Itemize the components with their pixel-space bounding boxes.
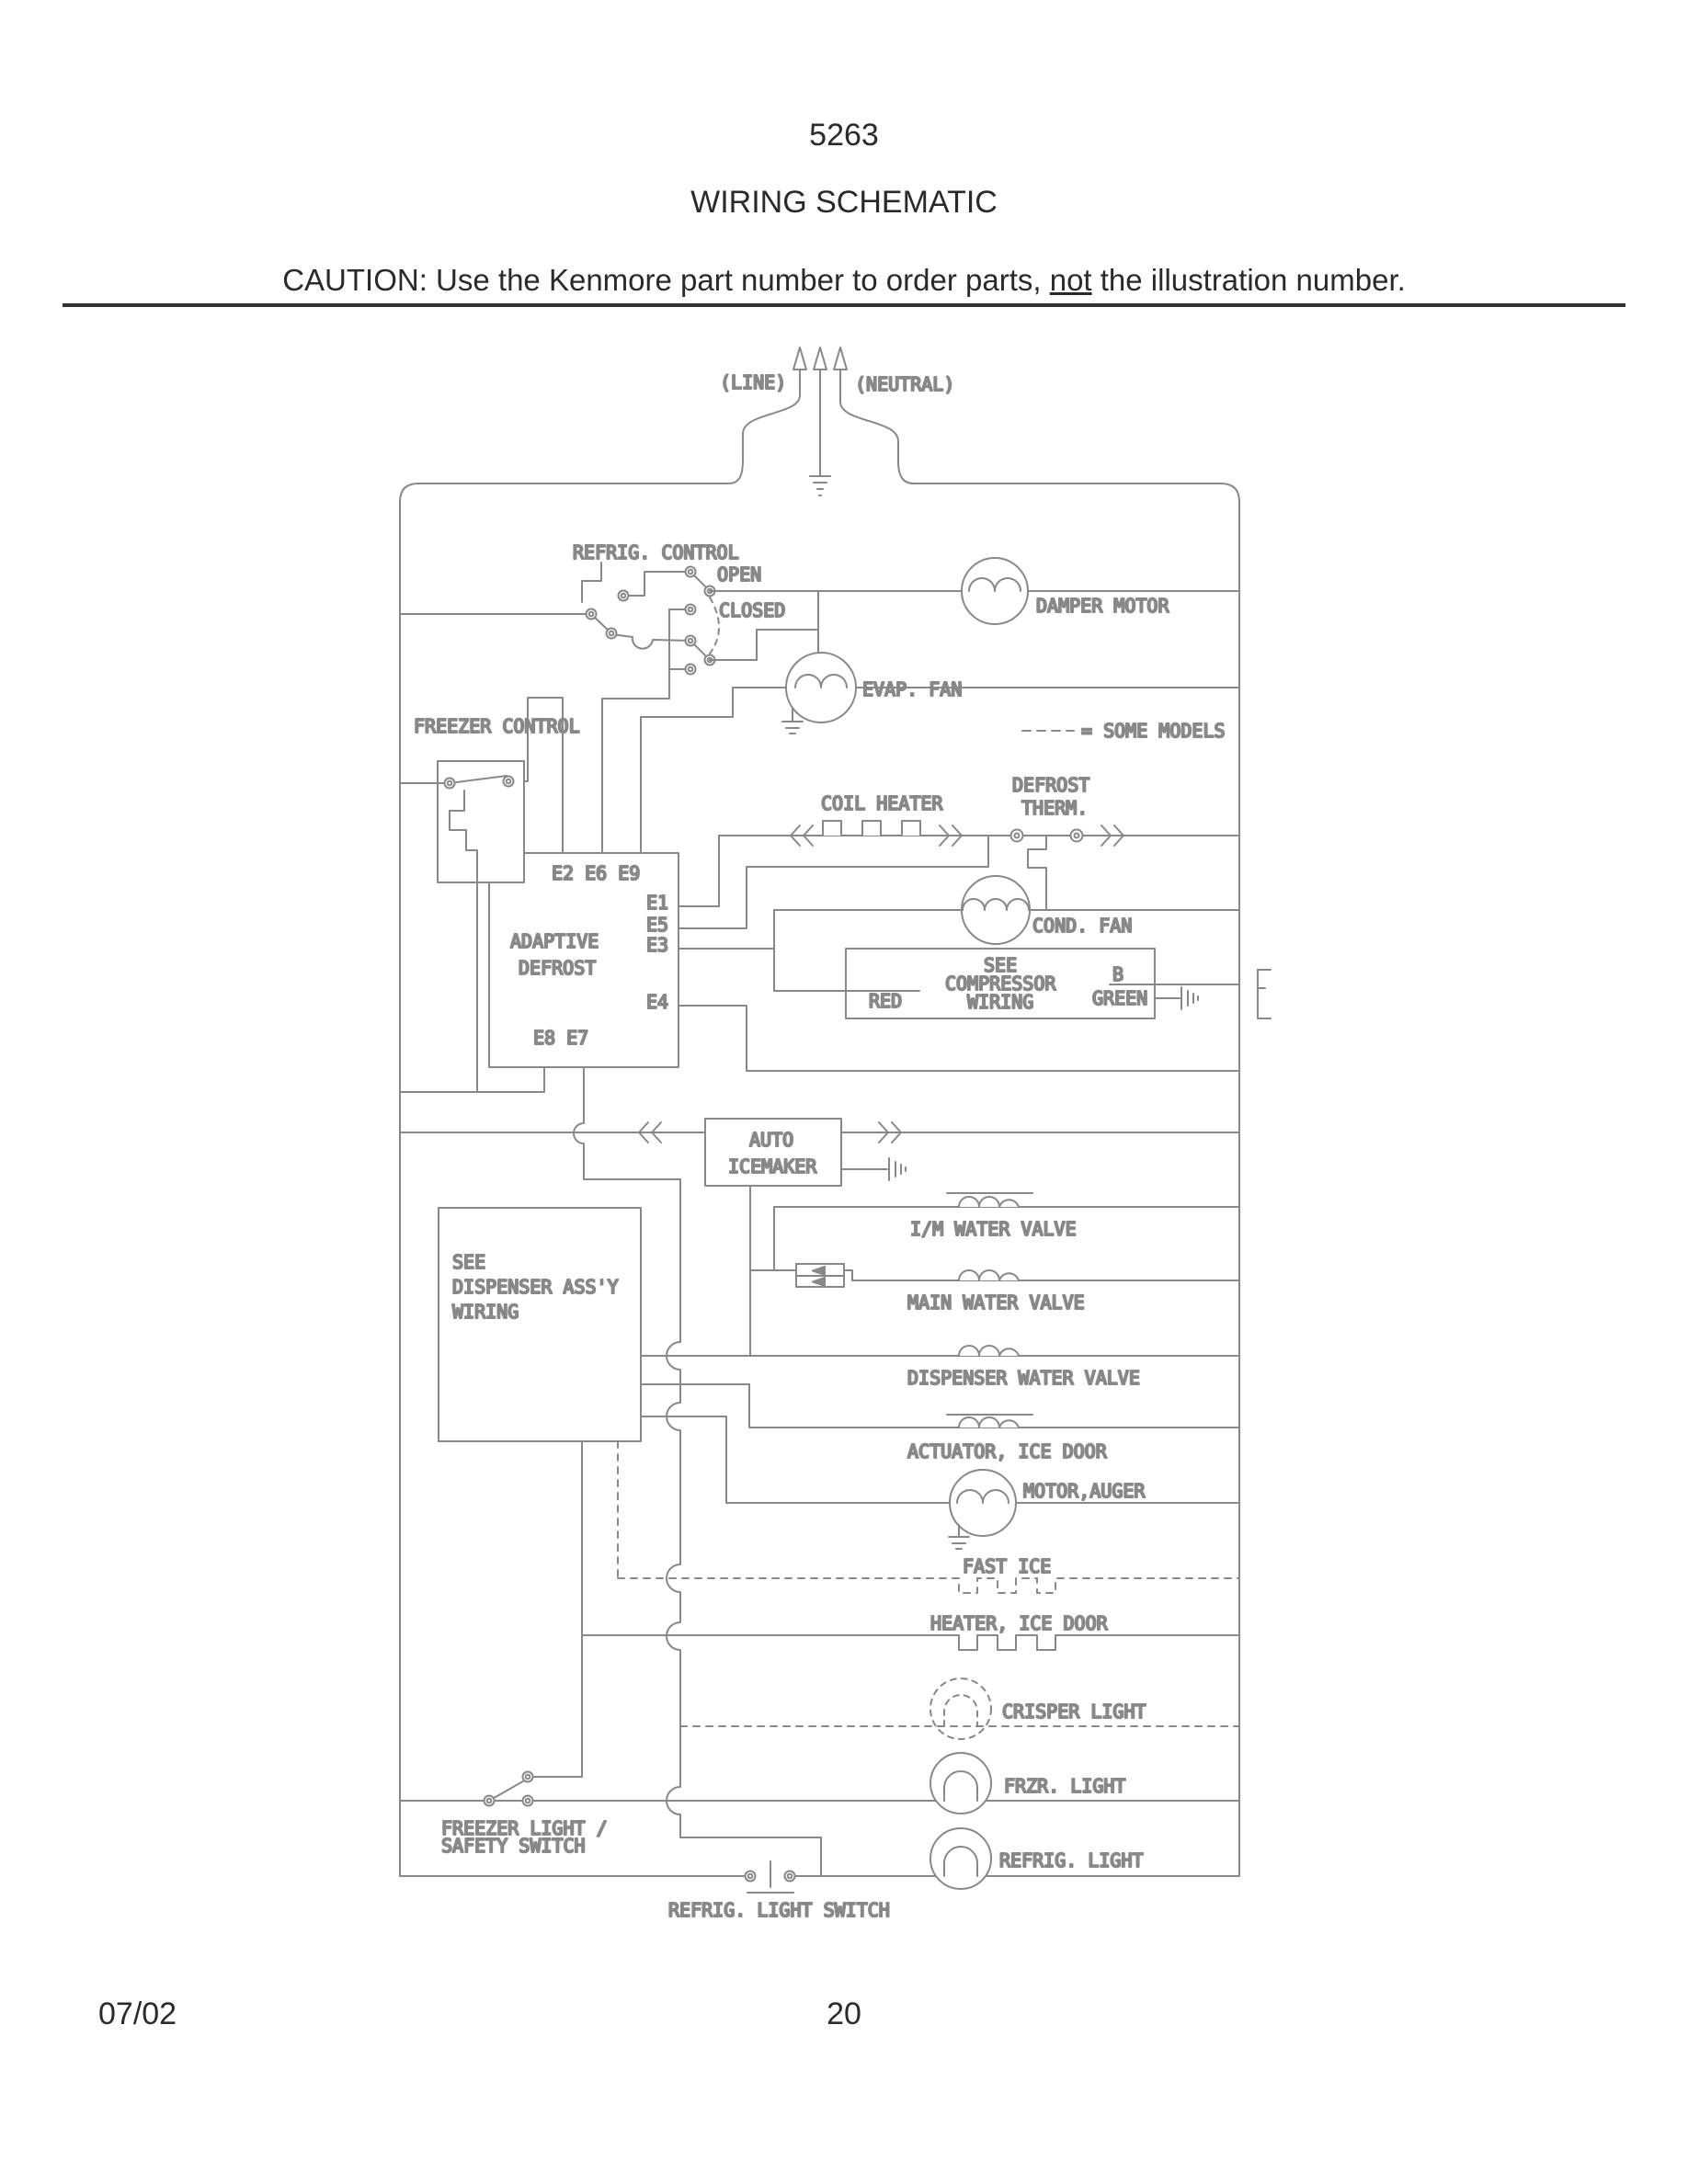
neutral-arrow bbox=[834, 347, 914, 483]
im-valve-label: I/M WATER VALVE bbox=[910, 1218, 1077, 1240]
horizontal-rule bbox=[63, 303, 1625, 307]
actuator-wire bbox=[641, 1384, 1239, 1428]
actuator-label: ACTUATOR, ICE DOOR bbox=[907, 1440, 1107, 1462]
some-models-label: = SOME MODELS bbox=[1081, 720, 1226, 742]
connector-bracket bbox=[1258, 970, 1271, 1018]
defrost2-label: DEFROST bbox=[519, 957, 597, 979]
e8-wire bbox=[400, 1067, 544, 1092]
footer-page-number: 20 bbox=[827, 1996, 861, 2031]
page-title-number: 5263 bbox=[809, 118, 879, 153]
line-label: (LINE) bbox=[720, 371, 787, 393]
caution-line bbox=[0, 263, 1688, 298]
disp-valve-label: DISPENSER WATER VALVE bbox=[907, 1367, 1140, 1389]
actuator-coil bbox=[947, 1415, 1032, 1428]
im-valve-coil bbox=[947, 1193, 1032, 1207]
refrig-light-label: REFRIG. LIGHT bbox=[999, 1849, 1144, 1871]
ground-arrow bbox=[810, 347, 830, 495]
frzr-light-symbol bbox=[930, 1753, 991, 1814]
b-label: B bbox=[1112, 963, 1124, 985]
e-bottom-label: E8 E7 bbox=[533, 1027, 589, 1049]
heater-ice-door-label: HEATER, ICE DOOR bbox=[930, 1612, 1108, 1634]
frzr-light-label: FRZR. LIGHT bbox=[1004, 1775, 1126, 1797]
e5-wire bbox=[679, 836, 988, 928]
fast-ice-line bbox=[618, 1578, 1239, 1593]
therm-label: THERM. bbox=[1021, 797, 1089, 819]
e3-label: E3 bbox=[646, 934, 669, 956]
e1-wire bbox=[679, 836, 719, 906]
fast-ice-label: FAST ICE bbox=[963, 1555, 1052, 1577]
e-top-label: E2 E6 E9 bbox=[552, 862, 641, 884]
main-valve-coil bbox=[959, 1270, 1019, 1280]
wiring2-label: WIRING bbox=[452, 1301, 519, 1323]
motor-auger-symbol bbox=[949, 1470, 1016, 1549]
auto-label: AUTO bbox=[749, 1129, 794, 1151]
icemaker-output bbox=[750, 1186, 796, 1356]
evap-fan-symbol bbox=[782, 653, 856, 734]
freezer-light-label-2: SAFETY SWITCH bbox=[441, 1835, 586, 1857]
e1-label: E1 bbox=[646, 892, 669, 914]
wiring-label: WIRING bbox=[967, 991, 1034, 1013]
e5-label: E5 bbox=[646, 914, 669, 936]
cond-fan-label: COND. FAN bbox=[1032, 915, 1133, 937]
icemaker-ground bbox=[841, 1158, 906, 1180]
refrig-light-switch-label: REFRIG. LIGHT SWITCH bbox=[668, 1899, 890, 1921]
coil-heater-label: COIL HEATER bbox=[821, 792, 943, 814]
red-label: RED bbox=[869, 990, 903, 1012]
refrig-control-label: REFRIG. CONTROL bbox=[573, 541, 739, 563]
line-arrow bbox=[728, 347, 806, 483]
e7-wire bbox=[574, 1067, 680, 1179]
caution-underlined-word: not bbox=[1049, 263, 1092, 297]
heater-ice-door-line bbox=[582, 1635, 1239, 1650]
e4-label: E4 bbox=[646, 991, 669, 1013]
disp-valve-coil bbox=[959, 1346, 1019, 1356]
damper-motor-label: DAMPER MOTOR bbox=[1036, 595, 1169, 617]
crisper-light-label: CRISPER LIGHT bbox=[1002, 1701, 1146, 1723]
adaptive-label: ADAPTIVE bbox=[510, 930, 599, 952]
see-label: SEE bbox=[984, 954, 1018, 976]
motor-auger-label: MOTOR,AUGER bbox=[1023, 1480, 1146, 1502]
evap-line bbox=[641, 688, 1239, 853]
open-label: OPEN bbox=[717, 563, 762, 586]
icemaker-label: ICEMAKER bbox=[728, 1155, 817, 1177]
green-label: GREEN bbox=[1092, 987, 1148, 1009]
page-title: WIRING SCHEMATIC bbox=[690, 185, 998, 220]
closed-label: CLOSED bbox=[719, 599, 786, 621]
caution-prefix: CAUTION: Use the Kenmore part number to order parts, bbox=[282, 263, 1050, 297]
e3-wire bbox=[679, 910, 774, 991]
refrig-light-switch-symbol bbox=[746, 1861, 795, 1893]
freezer-control-label: FREEZER CONTROL bbox=[414, 715, 580, 737]
refrig-control-pointer bbox=[582, 563, 601, 602]
crisper-light-symbol bbox=[930, 1678, 991, 1739]
coil-heater-element bbox=[791, 821, 962, 846]
therm-bypass-step bbox=[1028, 836, 1046, 910]
cond-fan-symbol bbox=[962, 876, 1030, 944]
damper-motor-symbol bbox=[962, 558, 1028, 624]
see2-label: SEE bbox=[452, 1251, 486, 1273]
diode-pack bbox=[796, 1264, 852, 1287]
neutral-label: (NEUTRAL) bbox=[855, 373, 955, 395]
dispenser-assy-box bbox=[439, 1208, 641, 1441]
evap-fan-label: EVAP. FAN bbox=[862, 678, 963, 700]
footer-date: 07/02 bbox=[98, 1996, 177, 2031]
main-valve-label: MAIN WATER VALVE bbox=[907, 1291, 1085, 1314]
disp-assy-label: DISPENSER ASS'Y bbox=[452, 1276, 619, 1298]
refrig-light-symbol bbox=[930, 1828, 991, 1889]
freezer-light-label-1: FREEZER LIGHT / bbox=[441, 1817, 608, 1839]
defrost-label: DEFROST bbox=[1012, 774, 1090, 796]
green-ground bbox=[1155, 987, 1198, 1009]
caution-suffix: the illustration number. bbox=[1091, 263, 1406, 297]
compressor-label: COMPRESSOR bbox=[945, 973, 1056, 995]
